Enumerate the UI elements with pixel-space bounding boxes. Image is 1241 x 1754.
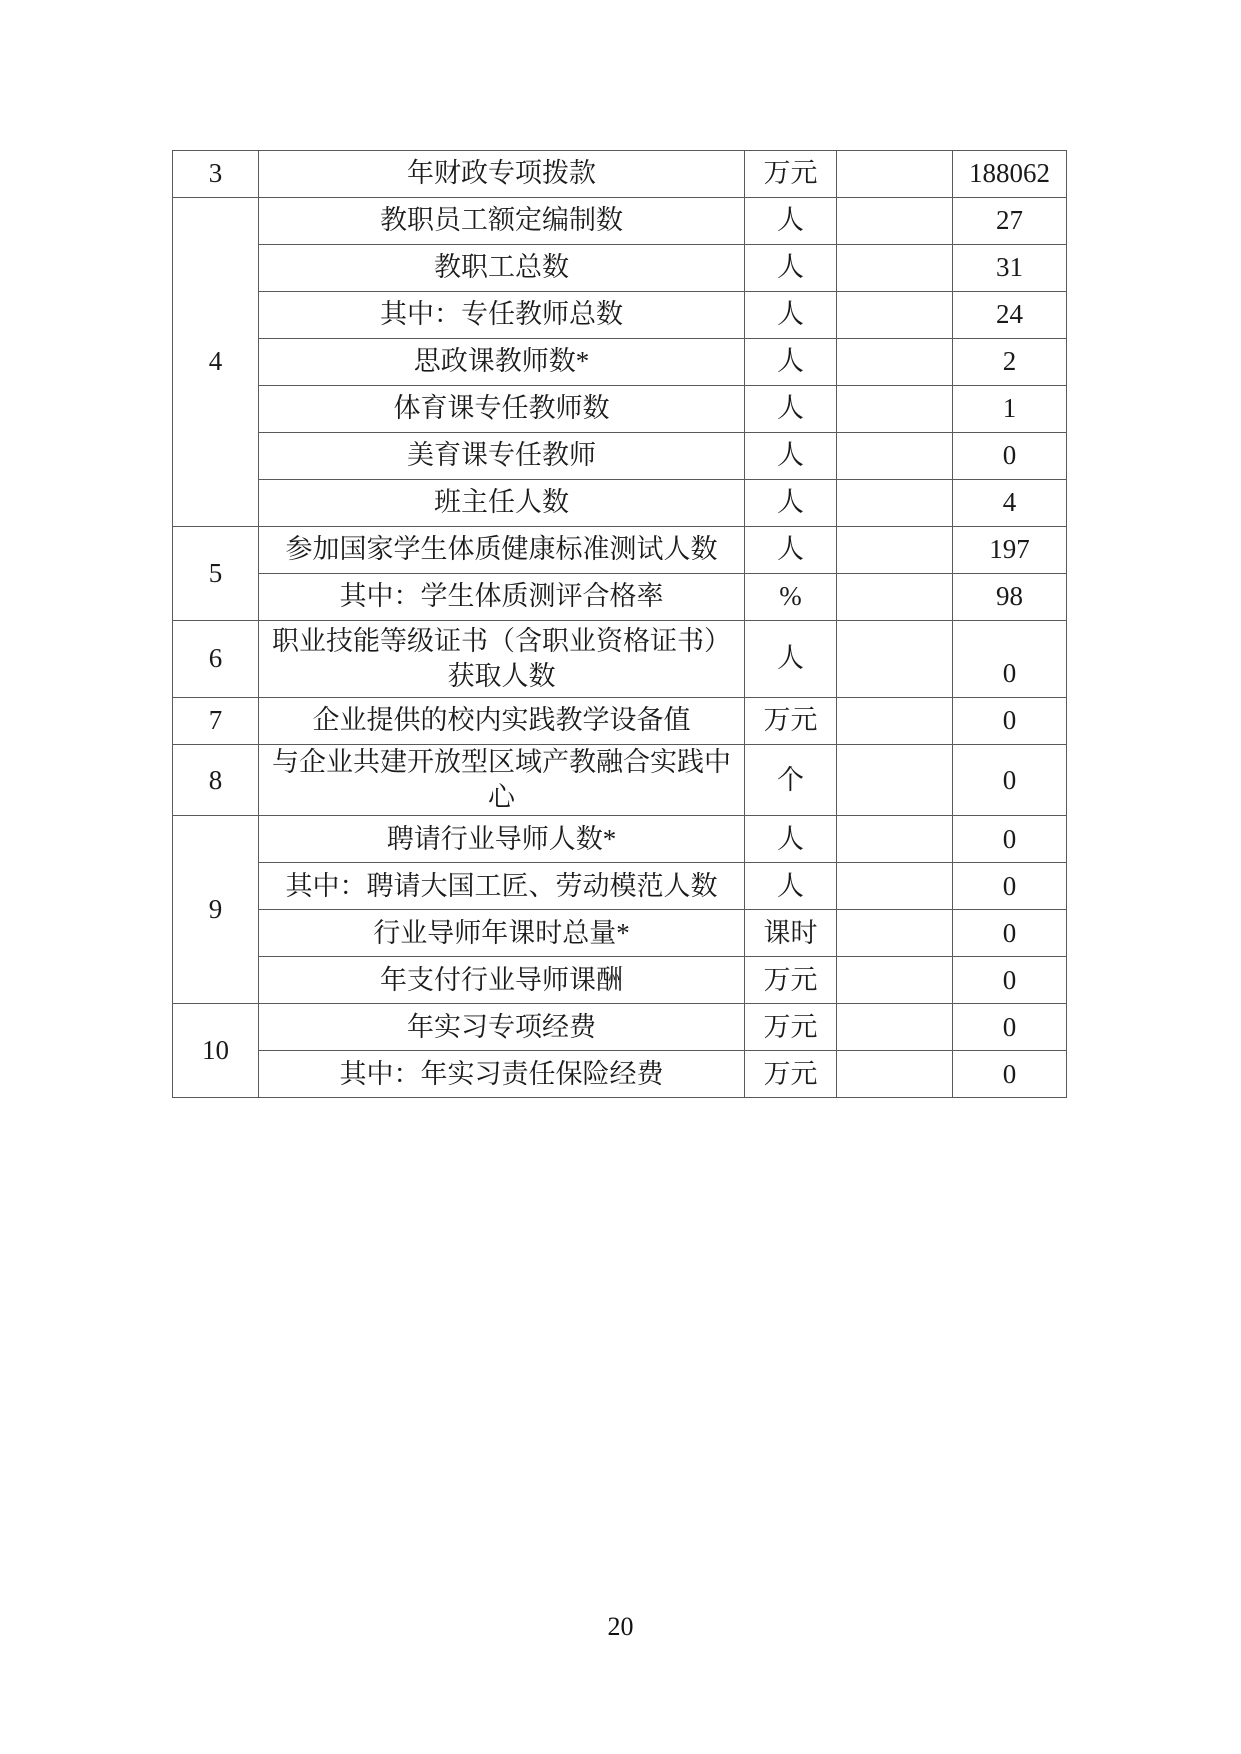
indicator-cell: 其中：专任教师总数 — [259, 292, 745, 339]
unit-cell: 万元 — [745, 698, 837, 745]
table-row — [173, 292, 1067, 339]
indicator-cell: 行业导师年课时总量* — [259, 910, 745, 957]
unit-cell: 人 — [745, 339, 837, 386]
table-row — [173, 621, 1067, 698]
unit-cell: 人 — [745, 433, 837, 480]
unit-cell: 万元 — [745, 1051, 837, 1098]
unit-cell: % — [745, 574, 837, 621]
blank-cell — [837, 1004, 953, 1051]
statistics-table-body — [173, 151, 1067, 1098]
indicator-cell: 思政课教师数* — [259, 339, 745, 386]
table-row — [173, 745, 1067, 816]
row-number-cell: 8 — [173, 745, 259, 816]
unit-cell: 人 — [745, 198, 837, 245]
value-cell: 0 — [953, 816, 1067, 863]
table-row — [173, 386, 1067, 433]
indicator-cell: 年实习专项经费 — [259, 1004, 745, 1051]
table-row — [173, 910, 1067, 957]
indicator-cell: 教职工总数 — [259, 245, 745, 292]
value-cell: 1 — [953, 386, 1067, 433]
blank-cell — [837, 527, 953, 574]
unit-cell: 人 — [745, 292, 837, 339]
indicator-cell: 体育课专任教师数 — [259, 386, 745, 433]
value-cell: 197 — [953, 527, 1067, 574]
unit-cell: 万元 — [745, 957, 837, 1004]
indicator-cell: 年支付行业导师课酬 — [259, 957, 745, 1004]
table-row — [173, 480, 1067, 527]
blank-cell — [837, 1051, 953, 1098]
table-row — [173, 1051, 1067, 1098]
indicator-cell: 参加国家学生体质健康标准测试人数 — [259, 527, 745, 574]
indicator-cell: 年财政专项拨款 — [259, 151, 745, 198]
value-cell: 188062 — [953, 151, 1067, 198]
table-row — [173, 198, 1067, 245]
value-cell: 0 — [953, 1004, 1067, 1051]
blank-cell — [837, 698, 953, 745]
table-row — [173, 433, 1067, 480]
indicator-cell: 与企业共建开放型区域产教融合实践中心 — [259, 745, 745, 816]
table-row — [173, 339, 1067, 386]
unit-cell: 万元 — [745, 151, 837, 198]
blank-cell — [837, 433, 953, 480]
table-row — [173, 574, 1067, 621]
value-cell: 24 — [953, 292, 1067, 339]
row-number-cell: 4 — [173, 198, 259, 527]
unit-cell: 人 — [745, 480, 837, 527]
indicator-cell: 教职员工额定编制数 — [259, 198, 745, 245]
blank-cell — [837, 621, 953, 698]
row-number-cell: 3 — [173, 151, 259, 198]
blank-cell — [837, 745, 953, 816]
unit-cell: 万元 — [745, 1004, 837, 1051]
value-cell: 0 — [953, 957, 1067, 1004]
value-cell: 31 — [953, 245, 1067, 292]
blank-cell — [837, 957, 953, 1004]
indicator-cell: 美育课专任教师 — [259, 433, 745, 480]
value-cell: 0 — [953, 621, 1067, 698]
blank-cell — [837, 151, 953, 198]
blank-cell — [837, 245, 953, 292]
unit-cell: 人 — [745, 245, 837, 292]
blank-cell — [837, 386, 953, 433]
statistics-table — [172, 150, 1067, 1098]
table-row — [173, 245, 1067, 292]
unit-cell: 课时 — [745, 910, 837, 957]
value-cell: 0 — [953, 698, 1067, 745]
value-cell: 0 — [953, 1051, 1067, 1098]
value-cell: 0 — [953, 745, 1067, 816]
unit-cell: 人 — [745, 621, 837, 698]
row-number-cell: 5 — [173, 527, 259, 621]
blank-cell — [837, 574, 953, 621]
unit-cell: 人 — [745, 527, 837, 574]
value-cell: 0 — [953, 910, 1067, 957]
blank-cell — [837, 910, 953, 957]
value-cell: 27 — [953, 198, 1067, 245]
blank-cell — [837, 292, 953, 339]
table-row — [173, 698, 1067, 745]
row-number-cell: 9 — [173, 816, 259, 1004]
table-row — [173, 957, 1067, 1004]
value-cell: 2 — [953, 339, 1067, 386]
blank-cell — [837, 198, 953, 245]
row-number-cell: 6 — [173, 621, 259, 698]
table-row — [173, 151, 1067, 198]
indicator-cell: 企业提供的校内实践教学设备值 — [259, 698, 745, 745]
table-row — [173, 1004, 1067, 1051]
indicator-cell: 其中：学生体质测评合格率 — [259, 574, 745, 621]
blank-cell — [837, 480, 953, 527]
indicator-cell: 其中：聘请大国工匠、劳动模范人数 — [259, 863, 745, 910]
table-row — [173, 527, 1067, 574]
blank-cell — [837, 863, 953, 910]
value-cell: 4 — [953, 480, 1067, 527]
blank-cell — [837, 339, 953, 386]
unit-cell: 人 — [745, 816, 837, 863]
table-row — [173, 816, 1067, 863]
page-number: 20 — [607, 1612, 634, 1641]
value-cell: 0 — [953, 433, 1067, 480]
row-number-cell: 7 — [173, 698, 259, 745]
table-row — [173, 863, 1067, 910]
row-number-cell: 10 — [173, 1004, 259, 1098]
value-cell: 0 — [953, 863, 1067, 910]
indicator-cell: 职业技能等级证书（含职业资格证书）获取人数 — [259, 621, 745, 698]
indicator-cell: 聘请行业导师人数* — [259, 816, 745, 863]
indicator-cell: 班主任人数 — [259, 480, 745, 527]
unit-cell: 人 — [745, 386, 837, 433]
unit-cell: 个 — [745, 745, 837, 816]
blank-cell — [837, 816, 953, 863]
value-cell: 98 — [953, 574, 1067, 621]
indicator-cell: 其中：年实习责任保险经费 — [259, 1051, 745, 1098]
unit-cell: 人 — [745, 863, 837, 910]
